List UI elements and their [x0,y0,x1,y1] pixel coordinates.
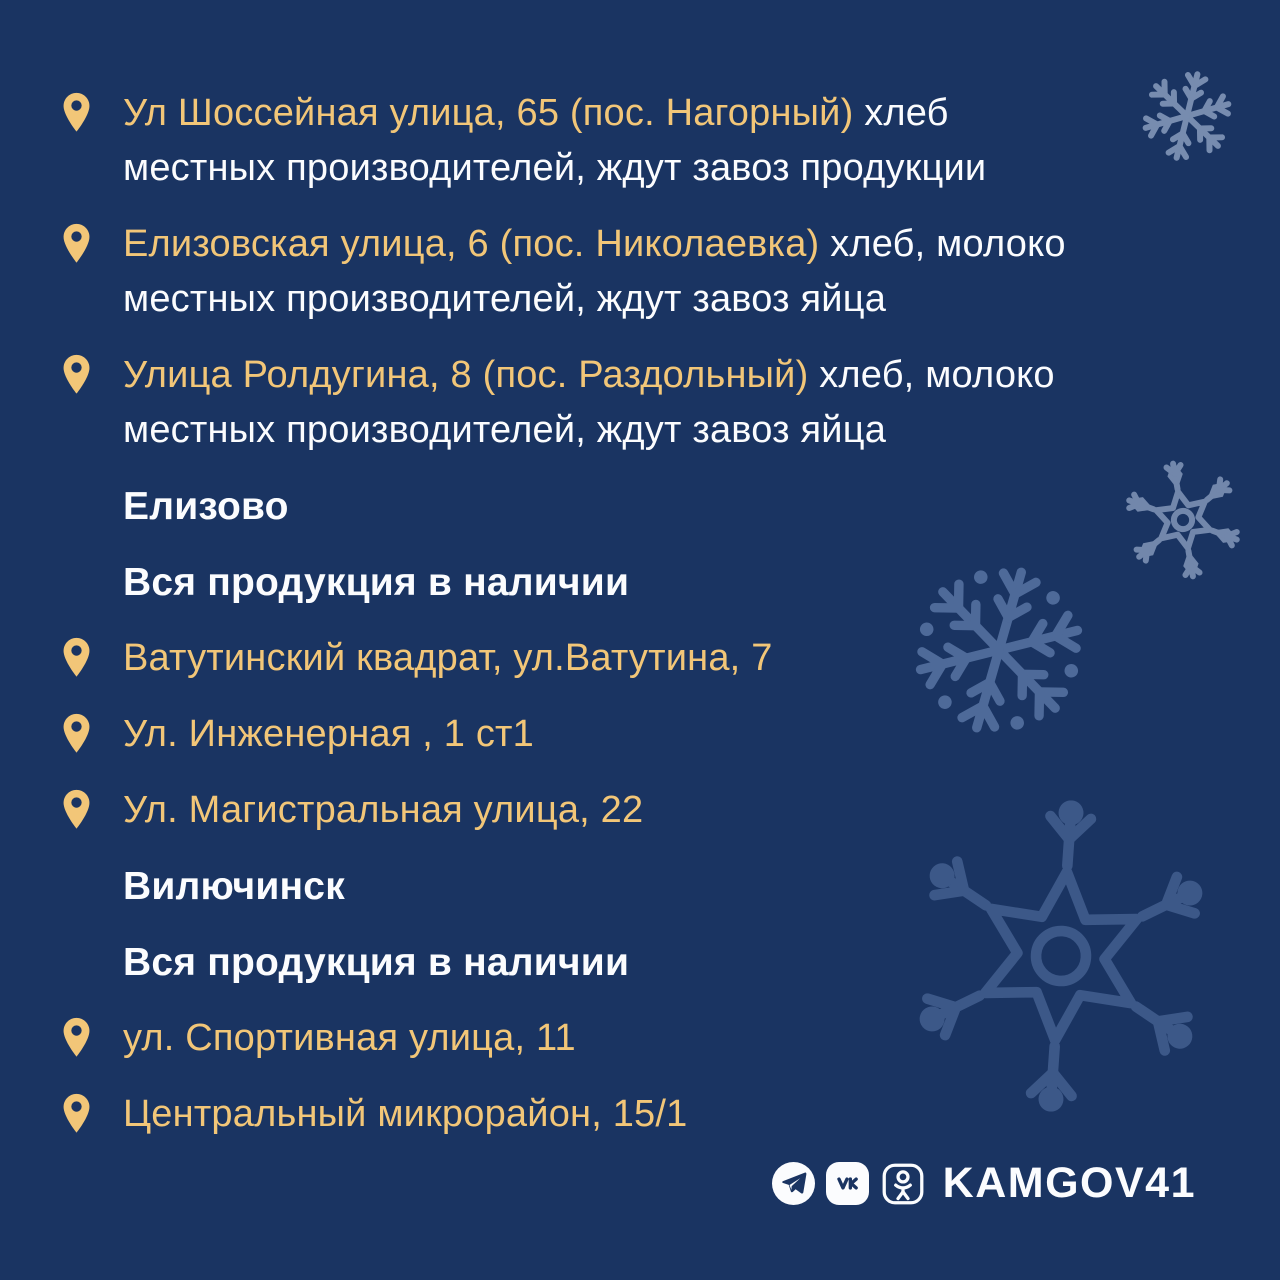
location-text [123,348,1055,458]
location-text [123,1087,688,1142]
vk-icon [826,1162,869,1205]
telegram-icon [772,1162,815,1205]
location-status: местных производителей, ждут завоз продукции [123,147,987,189]
odnoklassniki-icon [880,1161,926,1207]
location-text [123,1011,576,1066]
availability-heading: Вся продукция в наличии [123,561,630,604]
city-heading: Елизово [123,485,289,528]
location-address: Ул. Инженерная , 1 ст1 [123,713,534,755]
location-item [63,1087,1220,1142]
map-pin-icon [63,1017,90,1058]
city-heading: Вилючинск [123,865,345,908]
location-status: местных производителей, ждут завоз яйца [123,278,887,320]
map-pin-icon [63,354,90,395]
location-address: Ул. Магистральная улица, 22 [123,789,644,831]
map-pin-icon [63,637,90,678]
location-item [63,348,1220,458]
location-status: местных производителей, ждут завоз яйца [123,409,887,451]
location-text [123,783,643,838]
location-text [123,707,534,762]
map-pin-icon [63,92,90,133]
location-item [63,707,1220,762]
location-address: Ватутинский квадрат, ул.Ватутина, 7 [123,637,773,679]
location-address: ул. Спортивная улица, 11 [123,1017,576,1059]
location-item [63,217,1220,327]
location-item [63,631,1220,686]
location-text [123,631,773,686]
paper-plane-glyph [778,1168,809,1199]
location-item [63,783,1220,838]
social-handle: KAMGOV41 [942,1159,1196,1207]
location-address: Ул Шоссейная улица, 65 (пос. Нагорный) [123,92,854,134]
location-status: хлеб, молоко [819,354,1055,396]
location-item [63,86,1220,196]
location-status: хлеб, молоко [830,223,1066,265]
location-status: хлеб [864,92,949,134]
map-pin-icon [63,713,90,754]
footer [772,1159,1196,1208]
map-pin-icon [63,223,90,264]
location-address: Центральный микрорайон, 15/1 [123,1093,688,1135]
map-pin-icon [63,789,90,830]
map-pin-icon [63,1093,90,1134]
location-text [123,217,1066,327]
location-text [123,86,986,196]
vk-letters-glyph [832,1168,863,1199]
location-address: Елизовская улица, 6 (пос. Николаевка) [123,223,820,265]
availability-heading: Вся продукция в наличии [123,941,630,984]
location-item [63,1011,1220,1066]
location-address: Улица Ролдугина, 8 (пос. Раздольный) [123,354,809,396]
